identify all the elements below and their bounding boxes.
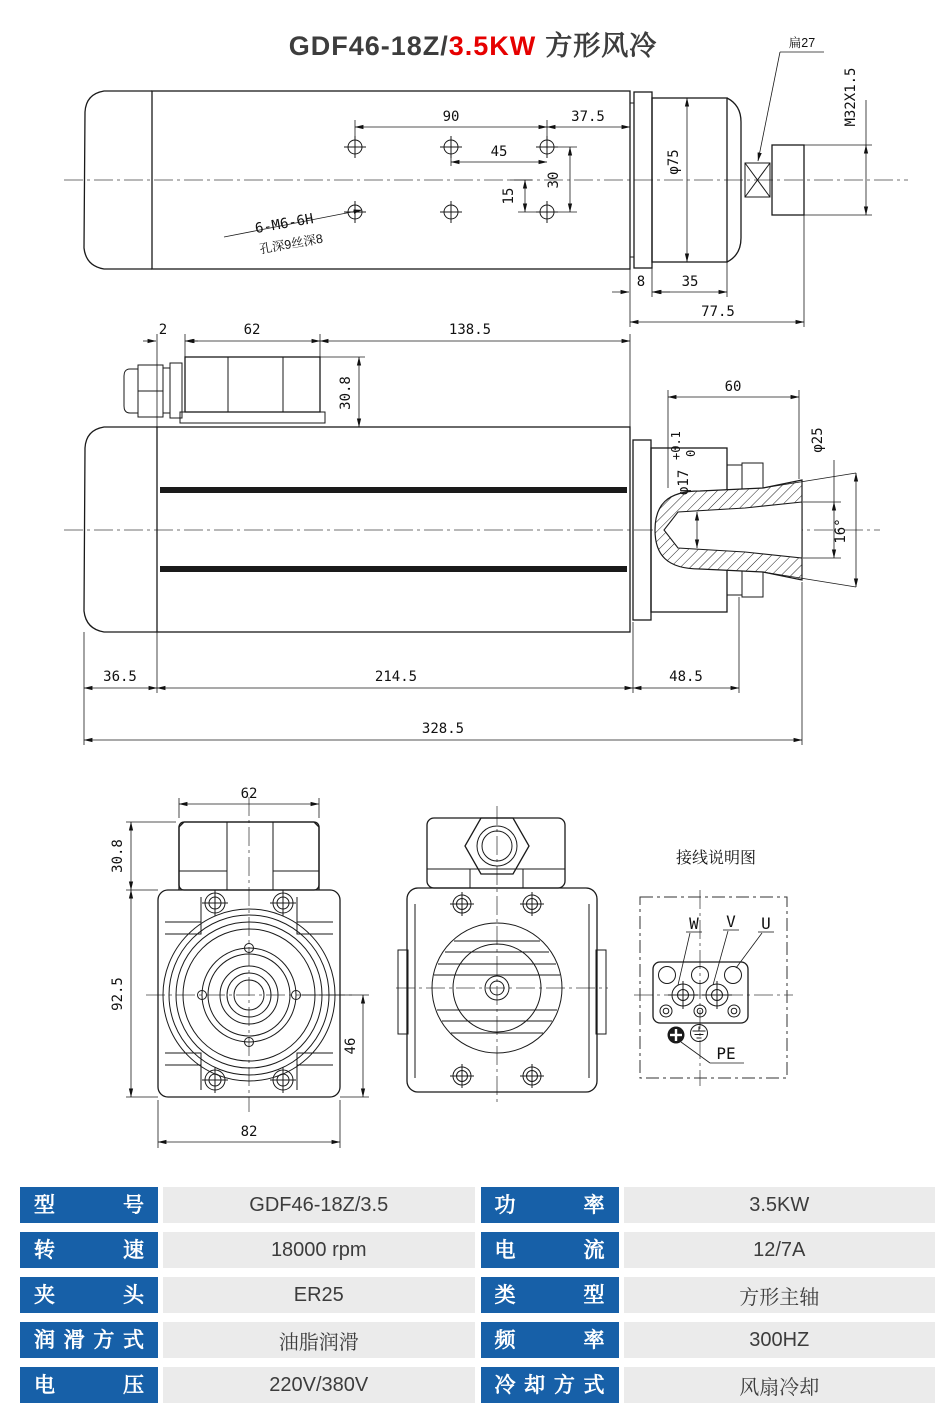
- dim-thread: M32X1.5: [843, 67, 859, 127]
- svg-text:+0.1: +0.1: [669, 431, 683, 460]
- dim-92-5: 92.5: [110, 977, 126, 1011]
- dim-dia25: φ25: [810, 427, 826, 453]
- spec-value-collet: ER25: [163, 1277, 475, 1313]
- power-highlight: 3.5KW: [448, 31, 537, 61]
- spec-value-model: GDF46-18Z/3.5: [163, 1187, 475, 1223]
- dim-138-5: 138.5: [448, 322, 492, 338]
- terminal-box: [124, 357, 325, 423]
- dim-90: 90: [442, 109, 460, 125]
- spec-row-speed: [20, 1232, 475, 1268]
- spec-row-lubrication: [20, 1322, 475, 1358]
- terminal-pe: PE: [716, 1044, 736, 1063]
- dim-77-5: 77.5: [701, 304, 735, 320]
- svg-text:0: 0: [684, 449, 698, 457]
- dim-45: 45: [490, 144, 508, 160]
- spec-table: [20, 1187, 935, 1403]
- spec-row-frequency: [481, 1322, 936, 1358]
- spec-value-voltage: 220V/380V: [163, 1367, 475, 1403]
- spec-value-lubrication: 油脂润滑: [163, 1322, 475, 1358]
- spec-value-current: 12/7A: [624, 1232, 936, 1268]
- terminal-u: U: [761, 914, 771, 933]
- spec-label-cooling: 冷却方式: [481, 1367, 619, 1403]
- spec-row-voltage: [20, 1367, 475, 1403]
- terminal-v: V: [726, 912, 736, 931]
- top-view-drawing: [64, 35, 908, 327]
- dim-30-8-side: 30.8: [338, 376, 354, 410]
- mounting-holes: [344, 136, 558, 223]
- spec-label-type: 类型: [481, 1277, 619, 1313]
- dim-46: 46: [343, 1037, 359, 1055]
- spec-value-cooling: 风扇冷却: [624, 1367, 936, 1403]
- spec-label-lubrication: 润滑方式: [20, 1322, 158, 1358]
- dim-2: 2: [158, 322, 168, 338]
- spec-table-right-column: [481, 1187, 936, 1403]
- spec-label-model: 型号: [20, 1187, 158, 1223]
- spec-row-power: [481, 1187, 936, 1223]
- spec-label-collet: 夹头: [20, 1277, 158, 1313]
- dim-48-5: 48.5: [669, 669, 703, 685]
- title-suffix: 方形风冷: [545, 31, 658, 61]
- spec-label-current: 电流: [481, 1232, 619, 1268]
- spec-label-frequency: 频率: [481, 1322, 619, 1358]
- front-view-flange: [110, 786, 369, 1148]
- dim-30-8-front: 30.8: [110, 839, 126, 873]
- spec-label-voltage: 电压: [20, 1367, 158, 1403]
- dim-60: 60: [724, 379, 742, 395]
- spec-row-cooling: [481, 1367, 936, 1403]
- dim-dia17: [669, 431, 698, 495]
- dim-62-front: 62: [240, 786, 258, 802]
- dim-35: 35: [681, 274, 699, 290]
- dim-214-5: 214.5: [374, 669, 418, 685]
- ground-symbols: [668, 1025, 708, 1044]
- dim-36-5: 36.5: [103, 669, 137, 685]
- spec-label-power: 功率: [481, 1187, 619, 1223]
- spec-row-type: [481, 1277, 936, 1313]
- side-view-drawing: [64, 322, 880, 745]
- spec-value-power: 3.5KW: [624, 1187, 936, 1223]
- dim-15: 15: [501, 187, 517, 205]
- wiring-title: 接线说明图: [675, 850, 757, 867]
- svg-text:φ17: φ17: [676, 469, 692, 495]
- spec-value-type: 方形主轴: [624, 1277, 936, 1313]
- terminal-w: W: [689, 914, 699, 933]
- spec-table-left-column: [20, 1187, 475, 1403]
- spec-value-frequency: 300HZ: [624, 1322, 936, 1358]
- front-view-fan: [396, 806, 608, 1104]
- spec-row-collet: [20, 1277, 475, 1313]
- dim-8: 8: [636, 274, 646, 290]
- wiring-diagram: [634, 849, 793, 1086]
- spec-row-current: [481, 1232, 936, 1268]
- dim-82: 82: [240, 1124, 258, 1140]
- dim-328-5: 328.5: [421, 721, 465, 737]
- dim-dia75: φ75: [666, 149, 682, 175]
- spec-row-model: [20, 1187, 475, 1223]
- spec-value-speed: 18000 rpm: [163, 1232, 475, 1268]
- dim-16deg: 16°: [833, 518, 849, 544]
- dim-flat27: 扁27: [788, 36, 816, 50]
- hole-spec: 6-M6-6H: [253, 211, 315, 238]
- hole-depth-note: 孔深9丝深8: [258, 231, 324, 257]
- dim-62-side: 62: [243, 322, 261, 338]
- dim-30: 30: [546, 171, 562, 189]
- model-code: GDF46-18Z/: [288, 31, 449, 61]
- terminal-block: [653, 962, 748, 1023]
- spec-label-speed: 转速: [20, 1232, 158, 1268]
- dim-37-5: 37.5: [571, 109, 605, 125]
